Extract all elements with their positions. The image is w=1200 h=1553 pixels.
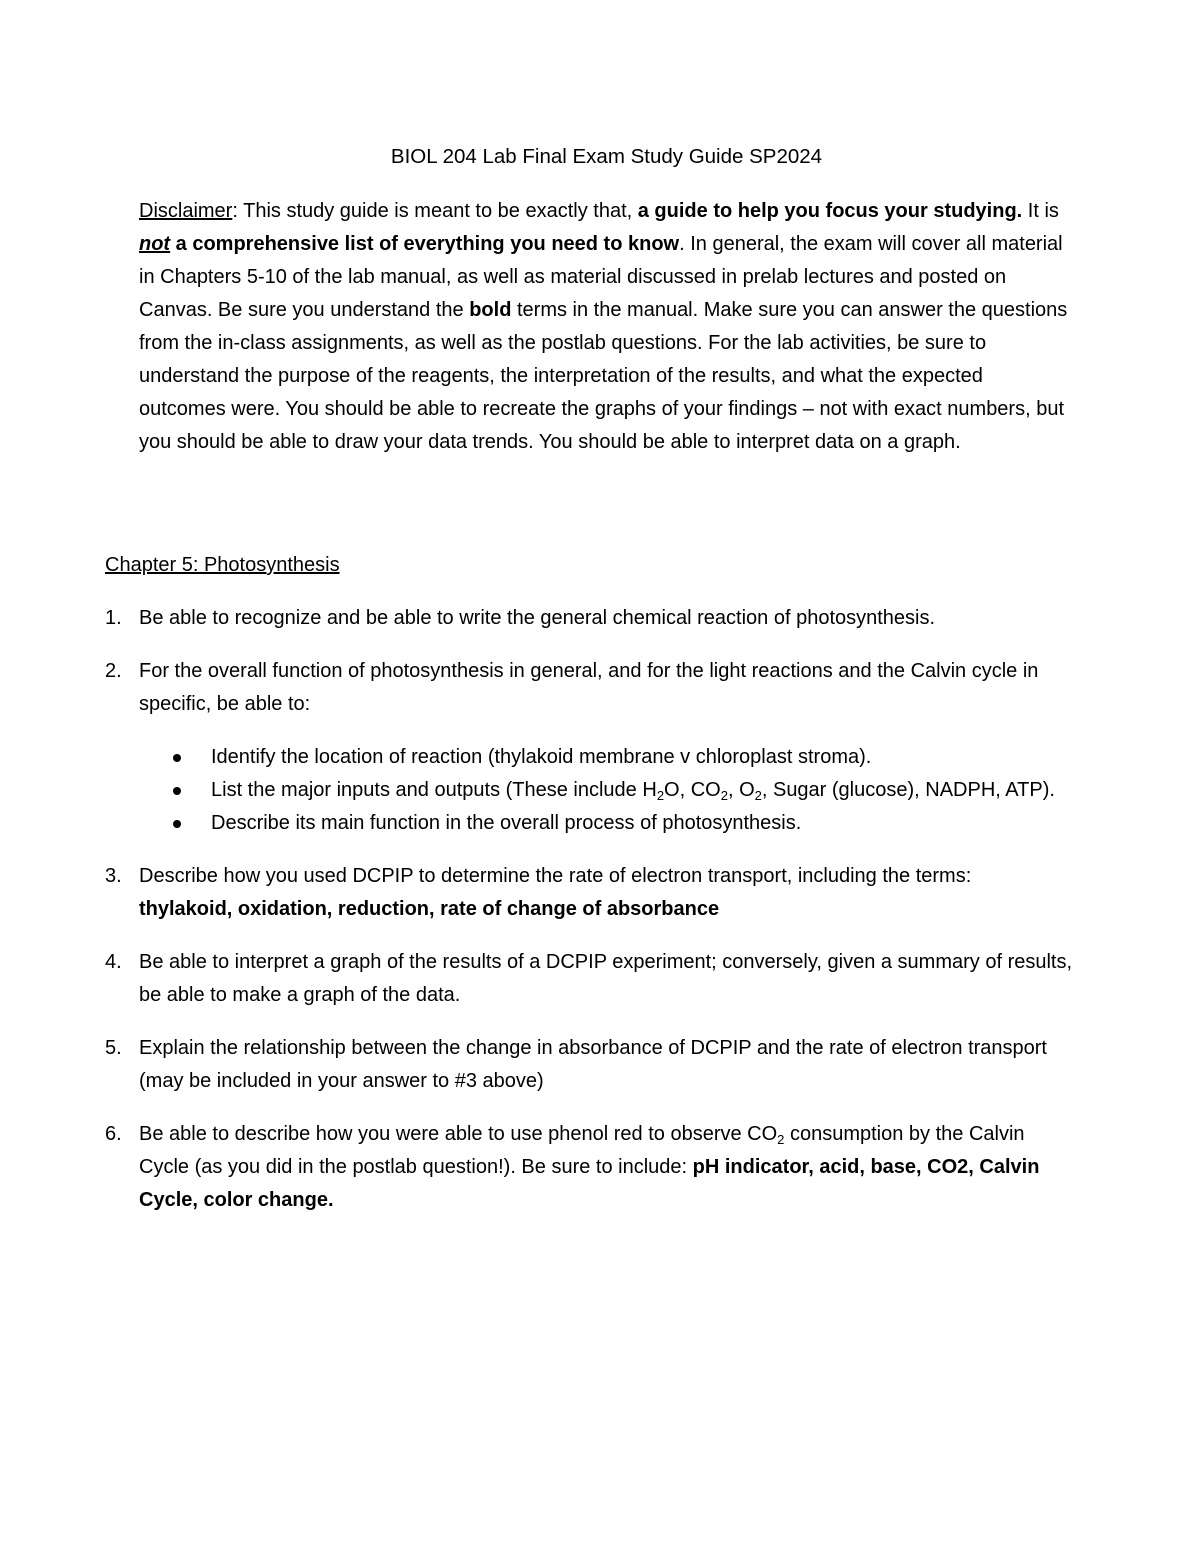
list-item [105,1118,1074,1217]
item-bold-terms: thylakoid, oxidation, reduction, rate of change of absorbance [139,898,720,920]
item-text: Be able to interpret a graph of the results of a DCPIP experiment; conversely, given a summary of results, be able to make a graph of the data. [139,951,1073,1006]
list-item [105,1032,1074,1098]
disclaimer-text-1: This study guide is meant to be exactly that, [237,200,638,222]
list-item [105,946,1074,1012]
disclaimer-bold-2: a comprehensive list of everything you need to know [170,233,680,255]
bullet-text: Identify the location of reaction (thylakoid membrane v chloroplast stroma). [211,746,872,768]
disclaimer-bold-word: bold [469,299,512,321]
bullet-text: O, CO [664,779,721,801]
item-number: 3. [105,865,122,887]
bullet-dot-icon [173,820,181,828]
list-item [105,655,1074,840]
item-number: 4. [105,951,122,973]
bullet-text: , O [727,779,755,801]
list-item [105,602,1074,635]
bullet-dot-icon [173,787,181,795]
subscript: 2 [754,788,762,803]
bullet-text: List the major inputs and outputs (These include H [211,779,657,801]
bullet-item [139,741,1074,774]
disclaimer-text-4: terms in the manual. Make sure you can answer the questions from the in-class assignments, as well as the postlab questions. For the lab activities, be sure to understand the purpose of the reagents, the interpretation of the results, and what the expected outcomes were. You should be able to recreate the graphs of your findings – not with exact numbers, but you should be able to draw your data trends. You should be able to interpret data on a graph. [139,299,1068,453]
bullet-list [139,741,1074,840]
subscript: 2 [720,788,728,803]
item-text: Be able to recognize and be able to write the general chemical reaction of photosynthesis. [139,607,936,629]
item-number: 6. [105,1123,122,1145]
disclaimer-not-word: not [139,233,171,255]
item-text: Describe how you used DCPIP to determine the rate of electron transport, including the terms: [139,865,972,887]
disclaimer-colon: : [232,200,238,222]
item-text: Be able to describe how you were able to use phenol red to observe CO [139,1123,778,1145]
item-number: 2. [105,660,122,682]
list-item [105,860,1074,926]
document-content [105,140,1074,1237]
chapter-item-list [105,602,1074,1217]
bullet-dot-icon [173,754,181,762]
bullet-item [139,807,1074,840]
item-text: Explain the relationship between the change in absorbance of DCPIP and the rate of electron transport (may be included in your answer to #3 above) [139,1037,1047,1092]
page-title: BIOL 204 Lab Final Exam Study Guide SP2024 [390,145,823,168]
subscript: 2 [777,1132,785,1147]
disclaimer-label: Disclaimer [139,200,233,222]
disclaimer-text-2: It is [1022,200,1059,222]
bullet-item [139,774,1074,807]
item-text: For the overall function of photosynthesis in general, and for the light reactions and the Calvin cycle in specific, be able to: [139,660,1039,715]
subscript: 2 [656,788,665,803]
disclaimer-text-3: . In general, the exam will cover all material in Chapters 5-10 of the lab manual, as well as material discussed in prelab lectures and posted on Canvas. Be sure you understand the [139,233,1063,321]
disclaimer-bold-1: a guide to help you focus your studying. [637,200,1023,222]
item-number: 5. [105,1037,122,1059]
bullet-text: Describe its main function in the overall process of photosynthesis. [211,812,802,834]
disclaimer-paragraph [139,195,1074,459]
item-number: 1. [105,607,122,629]
bullet-text: , Sugar (glucose), NADPH, ATP). [761,779,1055,801]
chapter-heading: Chapter 5: Photosynthesis [105,554,340,576]
item-bold-terms: pH indicator, acid, base, CO2, Calvin Cycle, color change. [139,1156,1040,1211]
item-text: consumption by the Calvin Cycle (as you did in the postlab question!). Be sure to include: [139,1123,1025,1178]
